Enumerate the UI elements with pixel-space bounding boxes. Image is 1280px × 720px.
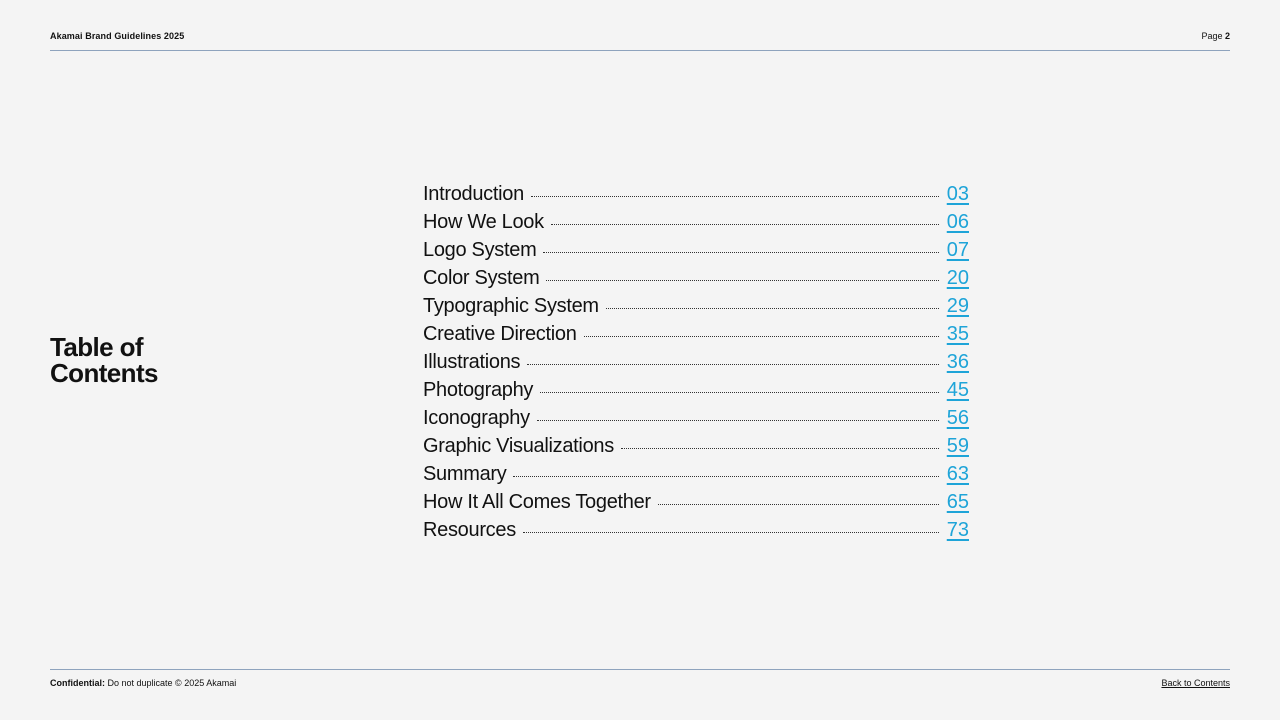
page-footer: [50, 669, 1230, 694]
dotted-leader: [540, 392, 939, 393]
toc-item[interactable]: [423, 236, 969, 264]
page-number: 2: [1224, 31, 1230, 41]
toc-item-label[interactable]: How It All Comes Together: [423, 491, 651, 513]
dotted-leader: [531, 196, 939, 197]
toc-page-link[interactable]: 07: [946, 239, 969, 261]
page-indicator: [1201, 31, 1230, 41]
toc-item-label[interactable]: Typographic System: [423, 295, 599, 317]
document-title: Akamai Brand Guidelines 2025: [50, 31, 185, 41]
page-header: [50, 30, 1230, 51]
toc-item-label[interactable]: Resources: [423, 519, 516, 541]
toc-item-label[interactable]: Graphic Visualizations: [423, 435, 614, 457]
dotted-leader: [523, 532, 939, 533]
toc-item[interactable]: [423, 432, 969, 460]
dotted-leader: [513, 476, 939, 477]
toc-item[interactable]: [423, 320, 969, 348]
toc-page-link[interactable]: 65: [946, 491, 969, 513]
toc-item[interactable]: [423, 516, 969, 544]
toc-item[interactable]: [423, 264, 969, 292]
dotted-leader: [551, 224, 939, 225]
dotted-leader: [584, 336, 939, 337]
toc-page-link[interactable]: 59: [946, 435, 969, 457]
toc-page-link[interactable]: 56: [946, 407, 969, 429]
toc-item[interactable]: [423, 376, 969, 404]
page-label: Page: [1201, 31, 1223, 41]
toc-item-label[interactable]: Iconography: [423, 407, 530, 429]
dotted-leader: [537, 420, 939, 421]
toc-item-label[interactable]: Introduction: [423, 183, 524, 205]
toc-item-label[interactable]: How We Look: [423, 211, 544, 233]
toc-page-link[interactable]: 35: [946, 323, 969, 345]
toc-page-link[interactable]: 03: [946, 183, 969, 205]
toc-page-link[interactable]: 63: [946, 463, 969, 485]
toc-page-link[interactable]: 20: [946, 267, 969, 289]
toc-page-link[interactable]: 29: [946, 295, 969, 317]
dotted-leader: [543, 252, 939, 253]
toc-item[interactable]: [423, 292, 969, 320]
confidential-label: Confidential:: [50, 678, 105, 688]
toc-item[interactable]: [423, 404, 969, 432]
toc-page-link[interactable]: 36: [946, 351, 969, 373]
toc-item-label[interactable]: Creative Direction: [423, 323, 577, 345]
toc-item[interactable]: [423, 460, 969, 488]
toc-heading-line-1: Table of: [50, 332, 143, 362]
back-to-contents-link[interactable]: Back to Contents: [1161, 678, 1230, 688]
toc-page-link[interactable]: 45: [946, 379, 969, 401]
toc-heading: [50, 334, 158, 386]
toc-heading-line-2: Contents: [50, 358, 158, 388]
dotted-leader: [658, 504, 939, 505]
toc-item[interactable]: [423, 348, 969, 376]
toc-item[interactable]: [423, 208, 969, 236]
toc-page-link[interactable]: 73: [946, 519, 969, 541]
toc-item[interactable]: [423, 488, 969, 516]
toc-item[interactable]: [423, 180, 969, 208]
dotted-leader: [621, 448, 939, 449]
toc-item-label[interactable]: Illustrations: [423, 351, 521, 373]
confidential-notice: [50, 678, 236, 688]
toc-item-label[interactable]: Logo System: [423, 239, 537, 261]
dotted-leader: [527, 364, 939, 365]
toc-item-label[interactable]: Summary: [423, 463, 507, 485]
dotted-leader: [606, 308, 939, 309]
toc-list: [423, 180, 969, 544]
confidential-text: Do not duplicate © 2025 Akamai: [107, 678, 237, 688]
toc-item-label[interactable]: Photography: [423, 379, 534, 401]
dotted-leader: [546, 280, 939, 281]
toc-page-link[interactable]: 06: [946, 211, 969, 233]
toc-item-label[interactable]: Color System: [423, 267, 540, 289]
